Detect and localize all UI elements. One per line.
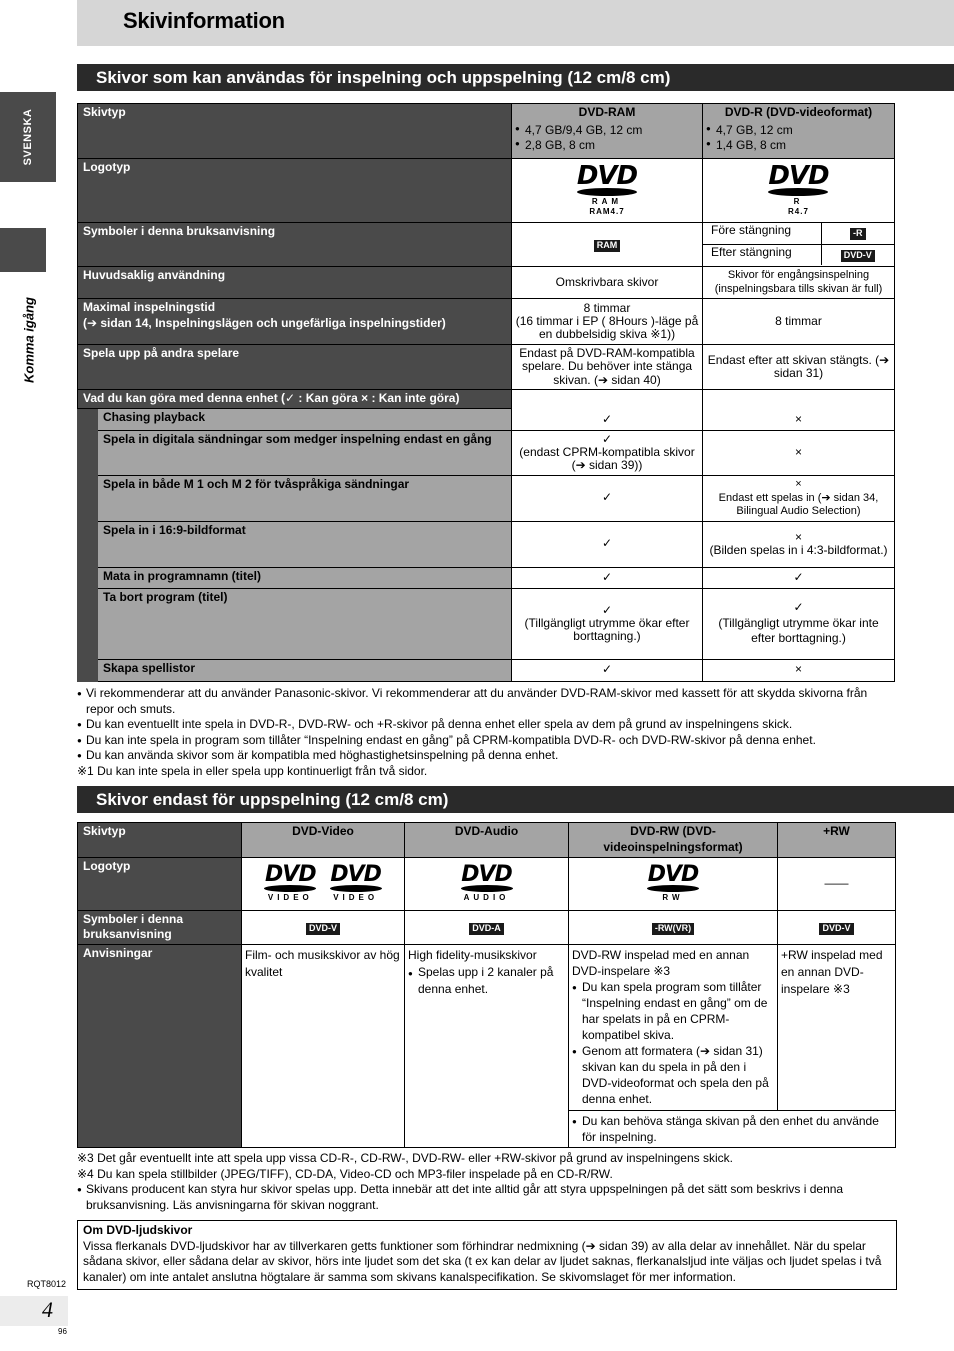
after-finalize-label: Efter stängning bbox=[703, 244, 821, 265]
dvdv-badge: DVD-V bbox=[841, 250, 875, 262]
dvd-rw-symbol: -RW(VR) bbox=[569, 911, 778, 945]
feature-label: Mata in programnamn (titel) bbox=[98, 567, 512, 588]
dvdr-name: DVD-R (DVD-videoformat) bbox=[724, 105, 873, 119]
dvd-r-logo: DVD R R4.7 bbox=[768, 160, 829, 216]
feature-r-value: × bbox=[703, 390, 895, 431]
col-header-dvdr bbox=[703, 104, 895, 159]
table-row bbox=[78, 588, 895, 659]
feature-ram-value: ✓ (endast CPRM-kompatibla skivor (➔ sidan 39)) bbox=[512, 430, 703, 475]
note-item: ● Du kan inte spela in program som tillåter “Inspelning endast en gång” på CPRM-kompatibla DVD-R- och DVD-RW-skivor på denna enhet. bbox=[77, 733, 897, 749]
dvdr-logo-cell bbox=[703, 159, 895, 223]
page-number-bg bbox=[0, 1296, 68, 1326]
feature-label: Spela in i 16:9-bildformat bbox=[98, 521, 512, 567]
no-logo-dash: —— bbox=[824, 876, 849, 891]
dvd-rw-logo-cell bbox=[569, 858, 778, 911]
feature-r-value: ✓ (Tillgängligt utrymme ökar inte efter borttagning.) bbox=[703, 588, 895, 659]
dvdram-symbol-cell bbox=[512, 223, 703, 267]
dvdr-option: ● 1,4 GB, 8 cm bbox=[706, 138, 891, 154]
before-finalize-symbol bbox=[821, 223, 894, 244]
dvd-audio-notes: High fidelity-musikskivor ● Spelas upp i 2 kanaler på denna enhet. bbox=[405, 945, 569, 1148]
dvd-audio-info-box bbox=[77, 1220, 897, 1290]
feature-label: Skapa spellistor bbox=[98, 659, 512, 681]
info-box-text: Vissa flerkanals DVD-ljudskivor har av tillverkaren getts funktioner som förhindrar nedmixning (➔ sidan 39) av alla delar av innehållet. När du spelar sådana skivor, eller sådana delar av skivor, hörs inte ljudet som det ska (t ex kan delar av ljudet saknas, flerkanalsljud inte väljas och ljudet spelas i två kanaler) om inte antalet anslutna högtalare är samma som skivans kanalspecifikation. Se skivomslaget för mer information. bbox=[83, 1238, 882, 1284]
dvd-video-logo: DVD VIDEO bbox=[265, 861, 316, 902]
document-code: RQT8012 bbox=[27, 1279, 67, 1289]
feature-gutter bbox=[78, 408, 98, 681]
row-label-main-use: Huvudsaklig användning bbox=[78, 267, 512, 299]
table-row bbox=[78, 659, 895, 681]
recordable-discs-table bbox=[77, 103, 895, 682]
col-header-dvdram bbox=[512, 104, 703, 159]
table-row bbox=[78, 159, 895, 223]
feature-r-value: × bbox=[703, 430, 895, 475]
table-row bbox=[78, 823, 896, 858]
language-label: SVENSKA bbox=[21, 108, 34, 166]
table-row bbox=[78, 567, 895, 588]
dvd-audio-logo-cell bbox=[405, 858, 569, 911]
dvdram-name: DVD-RAM bbox=[578, 105, 636, 119]
feature-ram-value: ✓ bbox=[512, 659, 703, 681]
table-row bbox=[78, 104, 895, 159]
dvd-rw-notes: DVD-RW inspelad med en annan DVD-inspelare ※3 ● Du kan spela program som tillåter “Inspelning endast en gång” om de har spelats in på en CPRM-kompatibel skiva. ● Genom att formatera (➔ sidan 31) skivan kan du spela in på den i DVD-videoformat och spela den på denna enhet. bbox=[569, 945, 778, 1111]
table-row bbox=[78, 430, 895, 475]
page-number: 4 bbox=[42, 1297, 53, 1322]
dvdr-symbol-subtable bbox=[703, 223, 894, 265]
row-label-symbols: Symboler i denna bruksanvisning bbox=[78, 911, 242, 945]
feature-r-value: × Endast ett spelas in (➔ sidan 34, Bilingual Audio Selection) bbox=[703, 475, 895, 521]
section-marker bbox=[0, 228, 46, 272]
row-label-notes: Anvisningar bbox=[78, 945, 242, 1148]
feature-label: Ta bort program (titel) bbox=[98, 588, 512, 659]
note-item: ● Vi rekommenderar att du använder Panasonic-skivor. Vi rekommenderar att du använder DVD-RAM-skivor med kassett för att skydda skivorna från repor och smuts. bbox=[77, 686, 897, 717]
note-item: ● Du kan använda skivor som är kompatibla med höghastighetsinspelning på denna enhet. bbox=[77, 748, 897, 764]
ram-badge: RAM bbox=[594, 240, 621, 252]
dvd-rw-logo: DVD RW bbox=[647, 861, 699, 902]
dvdram-play-other: Endast på DVD-RAM-kompatibla spelare. Du behöver inte stänga skivan. (➔ sidan 40) bbox=[512, 345, 703, 390]
table-row bbox=[78, 299, 895, 345]
table-row bbox=[78, 911, 896, 945]
row-label-max-time: Maximal inspelningstid (➔ sidan 14, Inspelningslägen och ungefärliga inspelningstider) bbox=[78, 299, 512, 345]
feature-r-value: ✓ bbox=[703, 567, 895, 588]
feature-ram-value: ✓ bbox=[512, 521, 703, 567]
dvdram-option: ● 2,8 GB, 8 cm bbox=[515, 138, 699, 154]
row-label-disc-type: Skivtyp bbox=[78, 104, 512, 159]
page-header bbox=[77, 0, 954, 46]
dvd-video-logo-alt: DVD VIDEO bbox=[330, 861, 381, 902]
info-box-title: Om DVD-ljudskivor bbox=[83, 1223, 193, 1237]
table-row bbox=[78, 475, 895, 521]
dvdram-options bbox=[515, 123, 699, 154]
dvd-audio-symbol: DVD-A bbox=[405, 911, 569, 945]
footnote-item: ※3 Det går eventuellt inte att spela upp vissa CD-R-, CD-RW-, DVD-RW- eller +RW-skivor på grund av inspelningens skick. bbox=[77, 1151, 733, 1165]
small-number: 96 bbox=[58, 1327, 67, 1336]
r-badge: -R bbox=[850, 228, 866, 240]
side-section-label: Komma igång bbox=[21, 297, 37, 383]
dvd-video-symbol: DVD-V bbox=[242, 911, 405, 945]
feature-ram-value: ✓ bbox=[512, 475, 703, 521]
note-item: ● Skivans producent kan styra hur skivor spelas upp. Detta innebär att det inte alltid går att styra uppspelningen på det sätt som beskrivs i denna bruksanvisning. Läs anvisningarna för skivan noggrant. bbox=[77, 1182, 897, 1213]
row-label-logo: Logotyp bbox=[78, 858, 242, 911]
col-header-dvd-video: DVD-Video bbox=[242, 823, 405, 858]
dvd-video-notes: Film- och musikskivor av hög kvalitet bbox=[242, 945, 405, 1148]
dvdram-option: ● 4,7 GB/9,4 GB, 12 cm bbox=[515, 123, 699, 139]
table-row bbox=[78, 223, 895, 267]
dvdr-max-time: 8 timmar bbox=[703, 299, 895, 345]
shared-note: ● Du kan behöva stänga skivan på den enhet du använde för inspelning. bbox=[569, 1111, 896, 1148]
footnote-item: ※1 Du kan inte spela in eller spela upp kontinuerligt från två sidor. bbox=[77, 763, 428, 778]
section1-title: Skivor som kan användas för inspelning och uppspelning (12 cm/8 cm) bbox=[77, 64, 954, 91]
dvdram-main-use: Omskrivbara skivor bbox=[512, 267, 703, 299]
row-label-logo: Logotyp bbox=[78, 159, 512, 223]
row-label-what-can: Vad du kan göra med denna enhet (✓ : Kan göra × : Kan inte göra) bbox=[78, 390, 512, 409]
feature-ram-value: ✓ bbox=[512, 390, 703, 431]
notes-section2 bbox=[77, 1151, 897, 1213]
before-finalize-label: Före stängning bbox=[703, 223, 821, 244]
plus-rw-logo-cell bbox=[778, 858, 896, 911]
row-label-symbols: Symboler i denna bruksanvisning bbox=[78, 223, 512, 267]
table-row bbox=[78, 521, 895, 567]
feature-r-value: × bbox=[703, 659, 895, 681]
dvdr-options bbox=[706, 123, 891, 154]
plus-rw-notes: +RW inspelad med en annan DVD-inspelare ※3 bbox=[778, 945, 896, 1111]
dvdram-logo-cell bbox=[512, 159, 703, 223]
row-label-disc-type: Skivtyp bbox=[78, 823, 242, 858]
language-tab bbox=[0, 92, 56, 182]
col-header-dvd-audio: DVD-Audio bbox=[405, 823, 569, 858]
dvdr-main-use: Skivor för engångsinspelning (inspelningsbara tills skivan är full) bbox=[703, 267, 895, 299]
table-row bbox=[78, 858, 896, 911]
dvd-ram-logo: DVD RAM RAM4.7 bbox=[576, 160, 638, 216]
plus-rw-symbol: DVD-V bbox=[778, 911, 896, 945]
dvdr-play-other: Endast efter att skivan stängts. (➔ sidan 31) bbox=[703, 345, 895, 390]
dvdram-max-time: 8 timmar (16 timmar i EP ( 8Hours )-läge på en dubbelsidig skiva ※1)) bbox=[512, 299, 703, 345]
notes-section1 bbox=[77, 686, 897, 779]
section2-title: Skivor endast för uppspelning (12 cm/8 cm) bbox=[77, 786, 954, 813]
after-finalize-symbol bbox=[821, 244, 894, 265]
col-header-plus-rw: +RW bbox=[778, 823, 896, 858]
table-row bbox=[78, 945, 896, 1111]
page-title: Skivinformation bbox=[123, 8, 285, 33]
dvdr-symbol-cell bbox=[703, 223, 895, 267]
table-row bbox=[78, 390, 895, 409]
feature-ram-value: ✓ (Tillgängligt utrymme ökar efter borttagning.) bbox=[512, 588, 703, 659]
footnote-item: ※4 Du kan spela stillbilder (JPEG/TIFF), CD-DA, Video-CD och MP3-filer inspelade på en CD-R/RW. bbox=[77, 1166, 613, 1181]
feature-label: Spela in digitala sändningar som medger inspelning endast en gång bbox=[98, 430, 512, 475]
table-row bbox=[78, 345, 895, 390]
feature-label: Chasing playback bbox=[98, 408, 512, 430]
table-row bbox=[78, 267, 895, 299]
feature-label: Spela in både M 1 och M 2 för tvåspråkiga sändningar bbox=[98, 475, 512, 521]
dvdr-option: ● 4,7 GB, 12 cm bbox=[706, 123, 891, 139]
note-item: ● Du kan eventuellt inte spela in DVD-R-, DVD-RW- och +R-skivor på denna enhet eller spela av dem på grund av inspelningens skick. bbox=[77, 717, 897, 733]
feature-r-value: × (Bilden spelas in i 4:3-bildformat.) bbox=[703, 521, 895, 567]
dvd-video-logo-cell bbox=[242, 858, 405, 911]
dvd-audio-logo: DVD AUDIO bbox=[461, 861, 512, 902]
col-header-dvd-rw: DVD-RW (DVD-videoinspelningsformat) bbox=[569, 823, 778, 858]
playback-discs-table bbox=[77, 822, 896, 1148]
row-label-play-other: Spela upp på andra spelare bbox=[78, 345, 512, 390]
feature-ram-value: ✓ bbox=[512, 567, 703, 588]
